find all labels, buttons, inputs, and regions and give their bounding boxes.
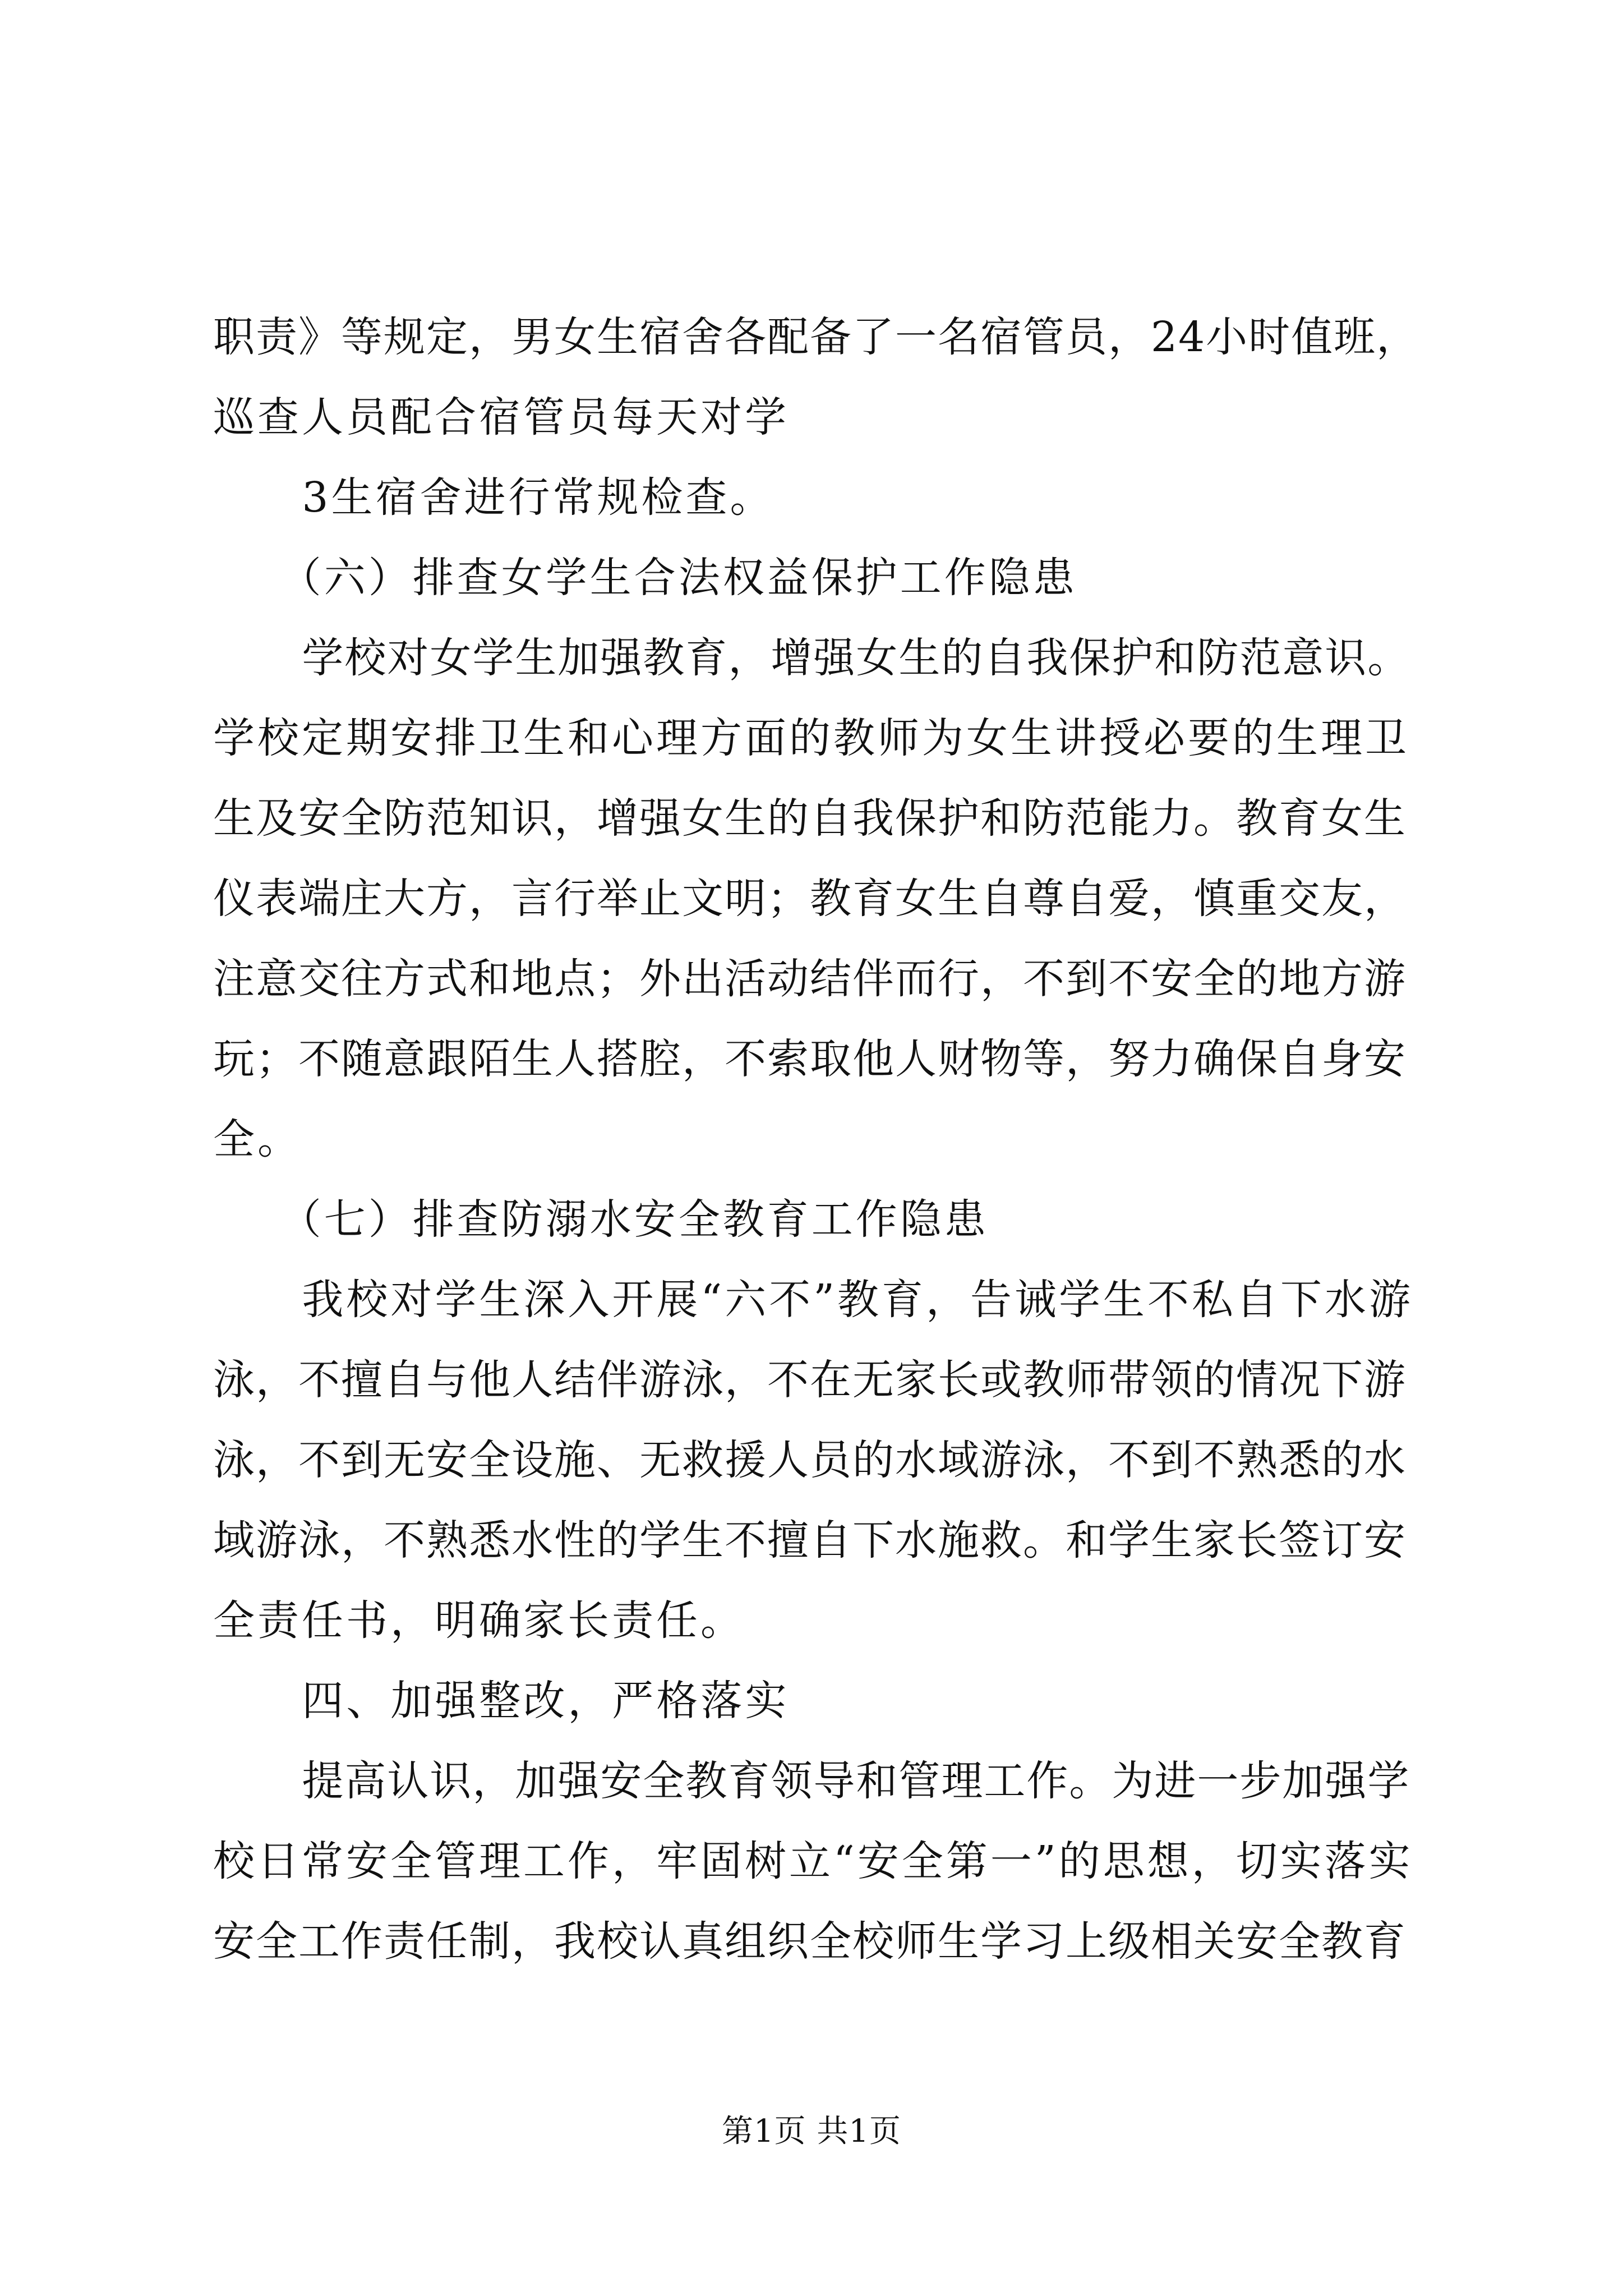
body-line: 注意交往方式和地点；外出活动结伴而行，不到不安全的地方游: [213, 955, 1407, 1003]
page-footer: [0, 2109, 1623, 2154]
body-line: 安全工作责任制，我校认真组织全校师生学习上级相关安全教育: [213, 1917, 1407, 1966]
body-line: 我校对学生深入开展“六不”教育，告诫学生不私自下水游: [302, 1276, 1414, 1324]
body-line: 域游泳，不熟悉水性的学生不擅自下水施救。和学生家长签订安: [213, 1516, 1407, 1565]
body-line: 全。: [213, 1115, 302, 1163]
body-line: 校日常安全管理工作，牢固树立“安全第一”的思想，切实落实: [213, 1837, 1413, 1885]
body-line: 泳，不到无安全设施、无救援人员的水域游泳，不到不熟悉的水: [213, 1436, 1407, 1484]
body-line: 提高认识，加强安全教育领导和管理工作。为进一步加强学: [302, 1757, 1410, 1805]
body-line: 学校定期安排卫生和心理方面的教师为女生讲授必要的生理卫: [213, 714, 1409, 762]
body-line: 学校对女学生加强教育，增强女生的自我保护和防范意识。: [302, 634, 1410, 682]
page-number-label: 第1页 共1页: [721, 2113, 902, 2150]
body-line: 全责任书，明确家长责任。: [213, 1596, 745, 1645]
section-heading: 四、加强整改，严格落实: [302, 1677, 790, 1725]
body-line: 巡查人员配合宿管员每天对学: [213, 393, 789, 441]
body-line: 生及安全防范知识，增强女生的自我保护和防范能力。教育女生: [213, 794, 1407, 843]
document-body: [213, 297, 1419, 1982]
section-heading: （七）排查防溺水安全教育工作隐患: [279, 1195, 989, 1244]
section-heading: （六）排查女学生合法权益保护工作隐患: [279, 554, 1077, 602]
body-line: 职责》等规定，男女生宿舍各配备了一名宿管员，24小时值班，: [213, 313, 1419, 361]
body-line: 泳，不擅自与他人结伴游泳，不在无家长或教师带领的情况下游: [213, 1356, 1407, 1404]
body-line: 3生宿舍进行常规检查。: [302, 473, 774, 522]
body-line: 仪表端庄大方，言行举止文明；教育女生自尊自爱，慎重交友，: [213, 875, 1407, 923]
body-line: 玩；不随意跟陌生人搭腔，不索取他人财物等，努力确保自身安: [213, 1035, 1407, 1083]
